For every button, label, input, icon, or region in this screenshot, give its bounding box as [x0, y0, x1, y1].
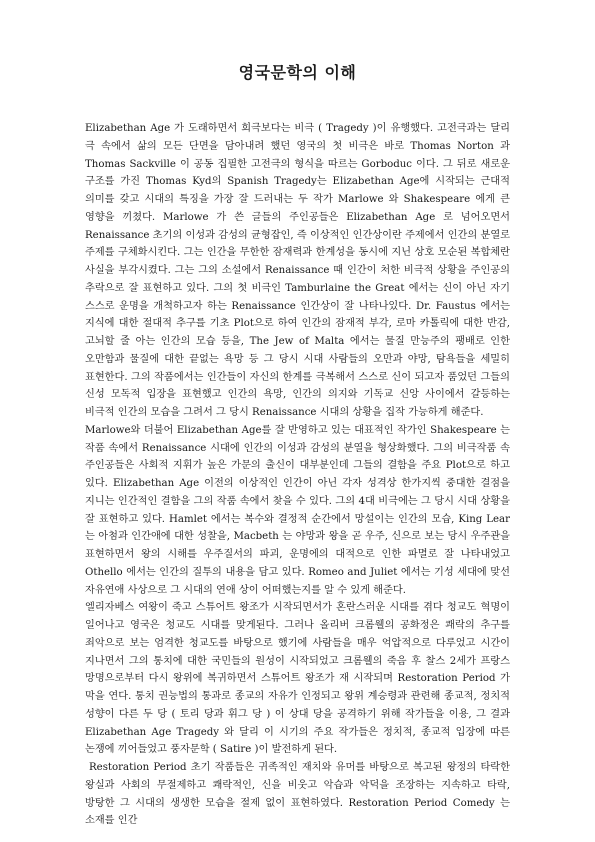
- document-body: [85, 120, 510, 830]
- body-paragraph: 엘리자베스 여왕이 죽고 스튜어트 왕조가 시작되면서가 혼란스러운 시대를 겪다 청교도 혁명이 일어나고 영국은 청교도 시대를 맞게된다. 그러나 올리버 크롬웰의 공화정은 쾌락의 추구를 죄악으로 보는 엄격한 청교도를 바탕으로 했기에 사람들을 매우 억압적으로 다루었고 시간이 지나면서 그의 통치에 대한 국민들의 원성이 시작되었고 크롬웰의 죽음 후 찰스 2세가 프랑스 망명으로부터 다시 왕위에 복귀하면서 스튜어트 왕조가 재 시작되며 Restoration Period 가 막을 연다. 통치 권능법의 통과로 종교의 자유가 인정되고 왕위 계승령과 관련해 종교적, 정치적 성향이 다른 두 당 ( 토리 당과 휘그 당 ) 이 상대 당을 공격하기 위해 작가들을 이용, 그 결과 Elizabethan Age Tragedy 와 달리 이 시기의 주요 작가들은 정치적, 종교적 입장에 따른 논쟁에 끼어들었고 풍자문학 ( Satire )이 발전하게 된다.: [85, 602, 510, 756]
- body-paragraph: Restoration Period 초기 작품들은 귀족적인 재치와 유머를 바탕으로 복고된 왕정의 타락한 왕실과 사회의 무절제하고 쾌락적인, 신을 비웃고 악습과 악덕을 조장하는 지속하고 타락, 방탕한 그 시대의 생생한 모습을 절제 없이 표현하였다. Restoration Period Comedy 는 소재를 인간: [85, 762, 510, 827]
- body-paragraph: Elizabethan Age 가 도래하면서 희극보다는 비극 ( Tragedy )이 유행했다. 고전극과는 달리 극 속에서 삶의 모든 단면을 담아내려 했던 영국의 첫 비극은 바로 Thomas Norton 과 Thomas Sackville 이 공동 집필한 고전극의 형식을 따르는 Gorboduc 이다. 그 뒤로 새로운 구조를 가진 Thomas Kyd의 Spanish Tragedy는 Elizabethan Age에 시작되는 근대적 의미를 갖고 시대의 특징을 가장 잘 드러내는 두 작가 Marlowe 와 Shakespeare 에게 큰 영향을 끼쳤다. Marlowe 가 쓴 글들의 주인공들은 Elizabethan Age 로 넘어오면서 Renaissance 초기의 이성과 감성의 균형잡인, 즉 이상적인 인간상이란 주제에서 인간의 분열로 주제를 구체화시킨다. 그는 인간을 무한한 잠재력과 한계성을 동시에 지닌 상호 모순된 복합체란 사실을 부각시켰다. 그는 그의 소설에서 Renaissance 때 인간이 처한 비극적 상황을 주인공의 추락으로 잘 표현하고 있다. 그의 첫 비극인 Tamburlaine the Great 에서는 신이 아닌 자기 스스로 운명을 개척하고자 하는 Renaissance 인간상이 잘 나타나있다. Dr. Faustus 에서는 지식에 대한 절대적 추구를 기초 Plot으로 하여 인간의 잠재적 부각, 로마 카톨릭에 대한 반감, 고뇌할 줄 아는 인간의 모습 등을, The Jew of Malta 에서는 물질 만능주의 팽배로 인한 오만함과 물질에 대한 끝없는 욕망 등 그 당시 시대 사람들의 오만과 야망, 탐욕들을 세밀히 표현한다. 그의 작품에서는 인간들이 자신의 한계를 극복해서 스스로 신이 되고자 품었던 그들의 신성 모독적 입장을 표현했고 인간의 욕망, 인간의 의지와 기독교 신앙 사이에서 갈등하는 비극적 인간의 모습을 그려서 그 당시 Renaissance 시대의 상황을 집작 가능하게 해준다.: [85, 123, 510, 418]
- document-title: 영국문학의 이해: [238, 63, 357, 82]
- body-paragraph: Marlowe와 더불어 Elizabethan Age를 잘 반영하고 있는 대표적인 작가인 Shakespeare 는 작품 속에서 Renaissance 시대에 인간의 이성과 감성의 분열을 형상화했다. 그의 비극작품 속 주인공들은 사회적 지휘가 높은 가문의 출신이 대부분인데 그들의 결함을 주요 Plot으로 하고 있다. Elizabethan Age 이전의 이상적인 인간이 아닌 각자 성격상 한가지씩 중대한 결점을 지니는 인간적인 결함을 그의 작품 속에서 찾을 수 있다. 그의 4대 비극에는 그 당시 시대 상황을 잘 표현하고 있다. Hamlet 에서는 복수와 결정적 순간에서 망설이는 인간의 모습, King Lear 는 아첨과 인간애에 대한 성찰을, Macbeth 는 야망과 왕을 곧 우주, 신으로 보는 당시 우주관을 표현하면서 왕의 시해를 우주질서의 파괴, 운명에의 대적으로 인한 파멸로 잘 나타내었고 Othello 에서는 인간의 질투의 내용을 담고 있다. Romeo and Juliet 에서는 기성 세대에 맞선 자유연애 사상으로 그 시대의 연애 상이 어떠했는지를 알 수 있게 해준다.: [85, 424, 510, 596]
